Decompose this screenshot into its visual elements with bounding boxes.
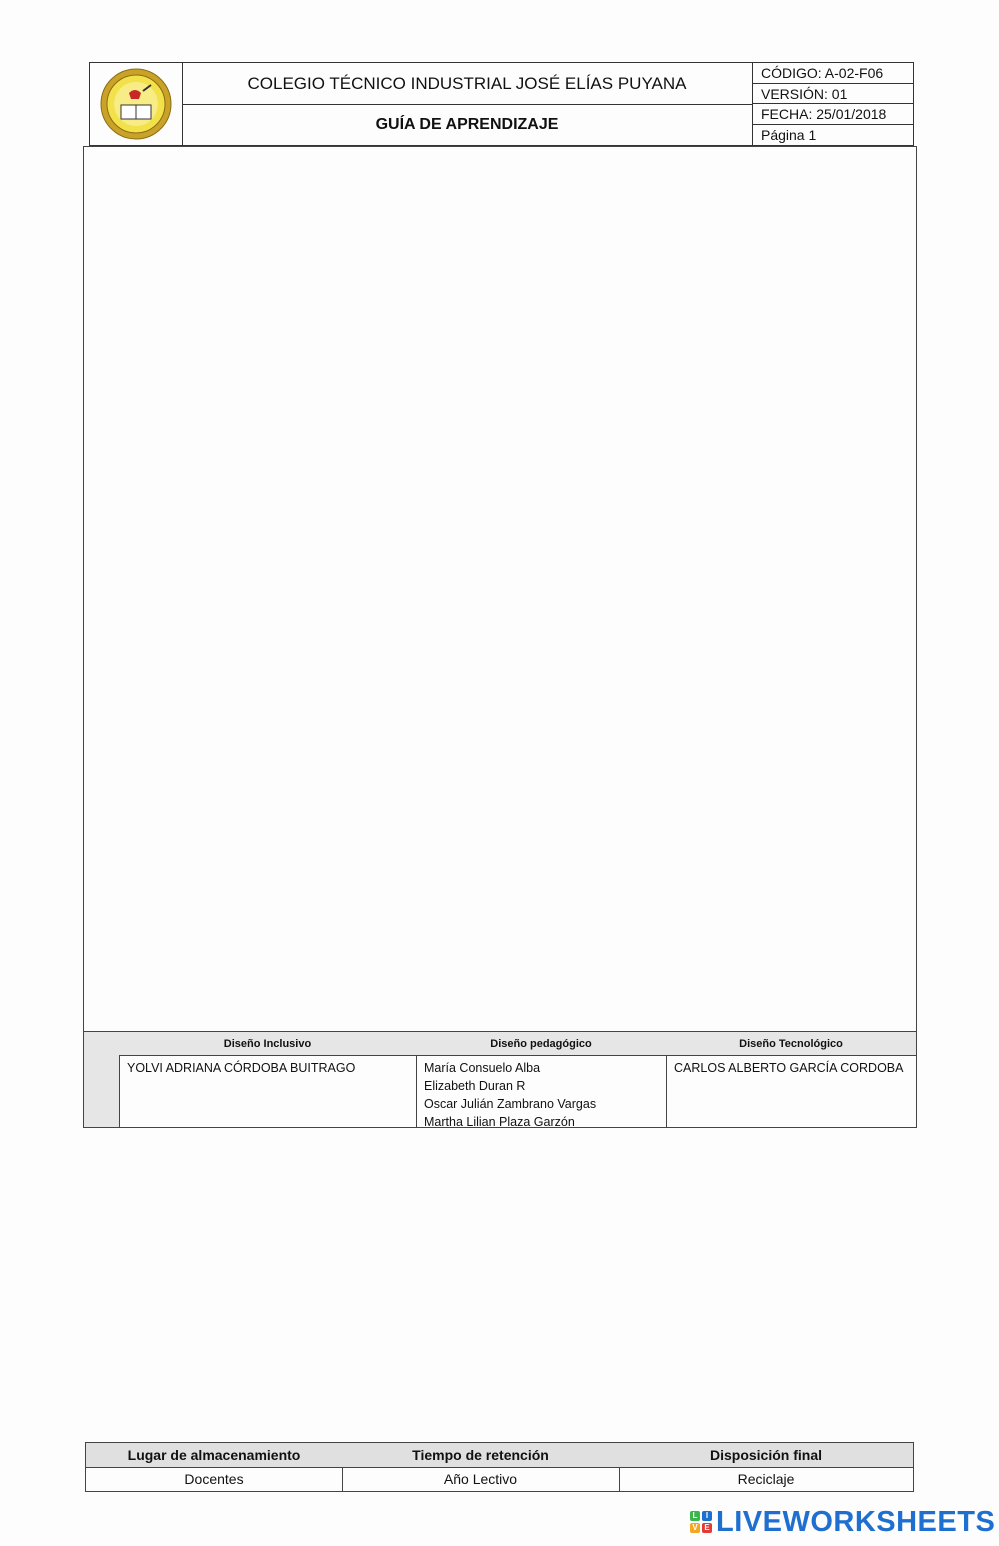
document-type-title: GUÍA DE APRENDIZAJE <box>182 104 753 145</box>
credits-column-technologic <box>666 1032 916 1127</box>
credits-column-pedagogic <box>416 1032 667 1127</box>
retention-table <box>85 1442 914 1492</box>
retention-header-disposition: Disposición final <box>619 1443 913 1468</box>
school-logo-cell <box>90 63 183 145</box>
doc-date: FECHA: 25/01/2018 <box>752 104 913 125</box>
credits-header: Diseño Tecnológico <box>666 1032 916 1056</box>
liveworksheets-brand: LIVEWORKSHEETS <box>716 1505 996 1538</box>
credits-table <box>83 1031 917 1128</box>
document-header <box>89 62 914 146</box>
retention-header-storage: Lugar de almacenamiento <box>86 1443 343 1468</box>
retention-value-time: Año Lectivo <box>342 1467 620 1491</box>
doc-code: CÓDIGO: A-02-F06 <box>752 63 913 84</box>
credit-name: YOLVI ADRIANA CÓRDOBA BUITRAGO <box>127 1061 356 1075</box>
retention-header-time: Tiempo de retención <box>342 1443 620 1468</box>
logo-letter: E <box>702 1523 712 1533</box>
doc-version: VERSIÓN: 01 <box>752 84 913 105</box>
logo-letter: I <box>702 1511 712 1521</box>
school-name: COLEGIO TÉCNICO INDUSTRIAL JOSÉ ELÍAS PUYANA <box>182 63 753 105</box>
credit-name: Elizabeth Duran R <box>424 1079 526 1093</box>
liveworksheets-logo-icon <box>690 1511 712 1533</box>
credit-name: Oscar Julián Zambrano Vargas <box>424 1097 597 1111</box>
logo-letter: L <box>690 1511 700 1521</box>
credits-side-column <box>84 1032 120 1127</box>
logo-letter: V <box>690 1523 700 1533</box>
credits-header: Diseño Inclusivo <box>119 1032 416 1056</box>
credit-name: Martha Lilian Plaza Garzón <box>424 1115 575 1129</box>
credit-name: María Consuelo Alba <box>424 1061 541 1075</box>
content-area <box>83 146 917 1128</box>
credits-column-inclusive <box>119 1032 417 1127</box>
credits-header: Diseño pedagógico <box>416 1032 666 1056</box>
credit-name: CARLOS ALBERTO GARCÍA CORDOBA <box>674 1061 904 1075</box>
liveworksheets-watermark[interactable] <box>690 1506 995 1538</box>
school-seal-icon <box>99 67 173 141</box>
retention-value-disposition: Reciclaje <box>737 1471 795 1487</box>
doc-page: Página 1 <box>761 126 817 143</box>
retention-value-storage: Docentes <box>86 1467 343 1491</box>
